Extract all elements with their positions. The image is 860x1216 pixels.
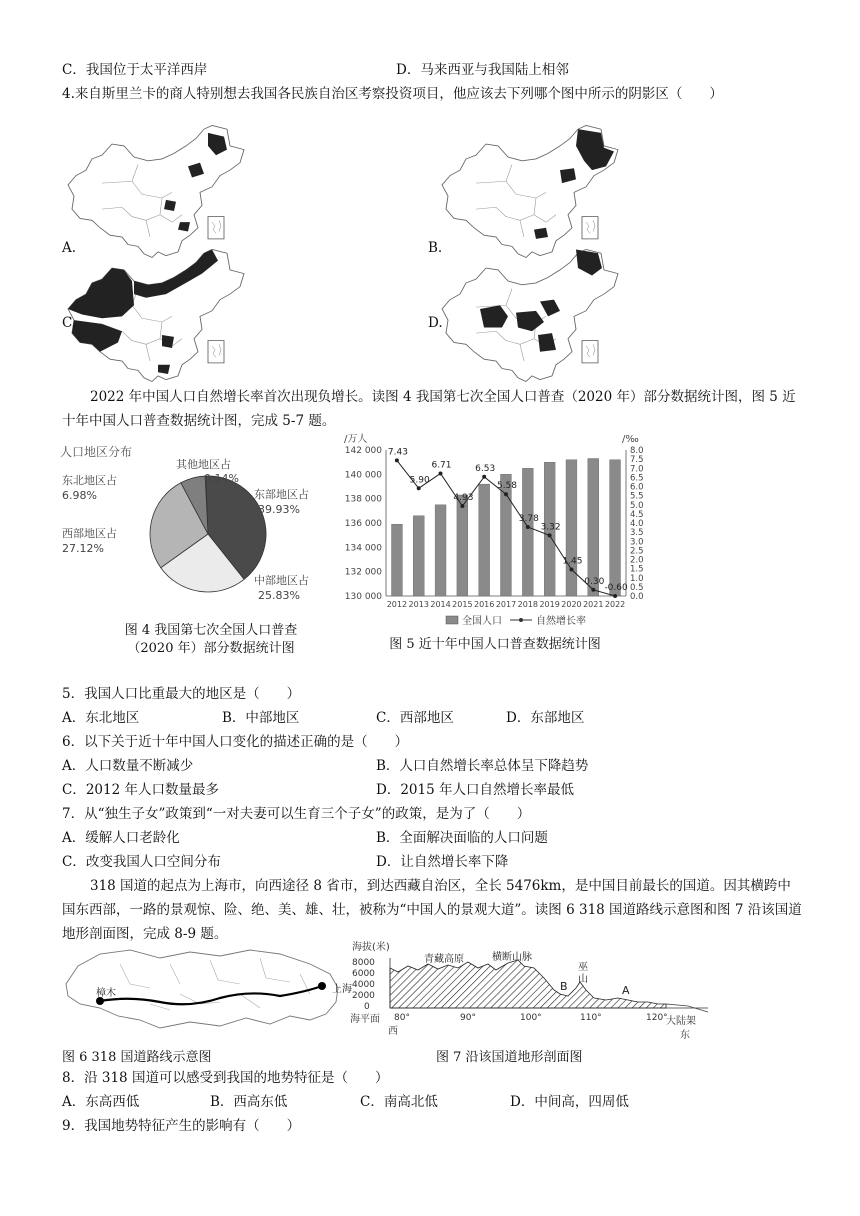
q9-stem: 9．我国地势特征产生的影响有（ ） [62,1118,301,1134]
x-tick-2021: 2021 [583,600,604,609]
bar-2018 [522,468,533,596]
q7-b: B．全面解决面临的人口问题 [376,830,548,846]
rate-point-2013 [417,486,421,490]
right-tick-label: 4.5 [630,509,644,520]
q8-b: B．西高东低 [210,1094,288,1110]
fig7-y-tick-0: 0 [364,1002,370,1012]
right-tick-label: 6.0 [630,482,644,493]
right-tick-label: 5.5 [630,491,644,502]
fig7-west: 西 [388,1026,398,1037]
rate-label-2022: -0.60 [604,583,628,593]
fig5-unit-left: /万人 [344,434,368,445]
bar-2021 [588,459,599,597]
map-a-label: A. [62,240,77,256]
label-northeast-name: 东北地区占 [62,474,117,487]
fig7-y-tick-4000: 4000 [352,980,375,990]
fig6-route-map [60,944,360,1040]
label-other-val: 0.14% [204,472,239,485]
rate-point-2018 [526,525,530,529]
q5-a: A．东北地区 [62,710,140,726]
rate-label-2014: 6.71 [431,460,452,471]
bar-2020 [566,460,577,596]
label-west-val: 27.12% [62,542,104,555]
right-tick-label: 0.5 [630,582,644,593]
label-central-name: 中部地区占 [254,574,309,587]
bar-2016 [479,484,490,596]
left-tick-label: 132 000 [344,567,382,578]
label-east-val: 39.93% [258,503,300,516]
fig7-caption: 图 7 沿该国道地形剖面图 [436,1050,583,1065]
bar-2013 [413,516,424,596]
right-tick-label: 4.0 [630,519,644,529]
q8-c: C．南高北低 [360,1094,438,1110]
q5-c: C．西部地区 [376,710,454,726]
rate-point-2020 [570,568,574,572]
fig7-x-100: 100° [520,1013,542,1023]
x-tick-2022: 2022 [604,600,626,609]
q6-stem: 6．以下关于近十年中国人口变化的描述正确的是（ ） [62,734,409,750]
x-tick-2018: 2018 [517,600,538,609]
q8-d: D．中间高，四周低 [510,1094,629,1110]
q6-d: D．2015 年人口自然增长率最低 [376,782,574,798]
left-tick-label: 138 000 [344,494,382,505]
fig7-wushan-1: 巫 [578,962,588,973]
left-tick-label: 130 000 [344,592,382,602]
fig7-x-90: 90° [460,1013,476,1023]
left-tick-label: 142 000 [344,446,382,456]
q4-stem: 4.来自斯里兰卡的商人特别想去我国各民族自治区考察投资项目，他应该去下列哪个图中所示的阴影区（ ） [62,86,723,102]
fig7-wushan-2: 山 [578,974,588,985]
x-tick-2019: 2019 [539,600,560,609]
x-tick-2017: 2017 [495,600,517,609]
left-tick-label: 140 000 [344,470,382,481]
fig6-start-label: 樟木 [96,988,116,999]
q3-option-c: C．我国位于太平洋西岸 [62,62,208,78]
fig4-pie-chart [58,438,338,618]
fig4-caption-2: （2020 年）部分数据统计图 [127,641,295,656]
fig5-bar-line-chart [338,430,658,630]
fig7-x-120: 120° [646,1013,668,1023]
x-tick-2015: 2015 [452,600,473,609]
bar-2022 [610,460,621,596]
fig7-x-110: 110° [580,1013,602,1023]
rate-label-2013: 5.90 [409,475,430,486]
map-a [68,125,244,257]
right-tick-label: 7.0 [630,464,644,475]
right-tick-label: 1.5 [630,564,644,575]
fig7-y-tick-6000: 6000 [352,969,375,979]
label-northeast-val: 6.98% [62,489,97,502]
left-tick-label: 134 000 [344,543,382,554]
rate-label-2015: 4.93 [453,493,474,503]
rate-label-2018: 3.78 [518,514,539,524]
x-tick-2020: 2020 [561,600,582,609]
fig4-title: 人口地区分布 [60,445,133,459]
right-tick-label: 8.0 [630,446,644,456]
fig7-qingzang: 青藏高原 [424,954,464,965]
fig7-label-b: B [560,980,568,993]
fig4-caption-1: 图 4 我国第七次全国人口普查 [124,623,298,638]
right-tick-label: 2.0 [630,555,644,566]
right-tick-label: 2.5 [630,546,644,557]
right-tick-label: 3.0 [630,537,644,548]
intro-5-7: 2022 年中国人口自然增长率首次出现负增长。读图 4 我国第七次全国人口普查（2020 年）部分数据统计图，图 5 近十年中国人口普查数据统计图，完成 5-7 题。 [62,389,796,429]
fig7-hengduan: 横断山脉 [492,952,532,963]
left-tick-label: 136 000 [344,519,382,529]
right-tick-label: 3.5 [630,528,644,539]
intro-8-9: 318 国道的起点为上海市，向西途径 8 省市，到达西藏自治区，全长 5476km，是中国目前最长的国道。因其横跨中国东西部，一路的景观惊、险、绝、美、雄、壮，被称为“中国人的景观大道”。读图 6 318 国道路线示意图和图 7 沿该国道地形剖面图，完成 8-9 题。 [62,878,802,942]
fig7-y-tick-2000: 2000 [352,991,375,1001]
q5-d: D．东部地区 [506,710,585,726]
right-tick-label: 0.0 [630,592,644,602]
fig7-x-80: 80° [394,1013,410,1023]
fig7-terrain-profile [348,938,714,1042]
rate-point-2012 [395,458,399,462]
bar-2015 [457,495,468,596]
x-tick-2014: 2014 [430,600,451,609]
rate-label-2020: 1.45 [562,556,583,567]
fig7-y-title: 海拔(米) [352,942,390,953]
x-tick-2016: 2016 [474,600,495,609]
fig5-legend [446,614,586,627]
label-west-name: 西部地区占 [62,527,117,540]
right-tick-label: 6.5 [630,473,644,484]
rate-point-2017 [504,492,508,496]
rate-point-2022 [613,594,617,598]
legend-rate: 自然增长率 [536,616,586,627]
rate-label-2019: 3.32 [540,522,561,533]
q6-b: B．人口自然增长率总体呈下降趋势 [376,758,589,774]
map-b-label: B. [428,240,443,256]
label-other-name: 其他地区占 [176,458,231,471]
map-d [442,249,618,381]
legend-pop: 全国人口 [462,616,502,627]
fig6-caption: 图 6 318 国道路线示意图 [62,1050,212,1065]
rate-point-2015 [460,504,464,508]
q7-d: D．让自然增长率下降 [376,854,509,870]
rate-label-2012: 7.43 [387,447,408,458]
route-end-dot [318,982,326,990]
x-tick-2012: 2012 [386,600,408,609]
rate-point-2016 [482,475,486,479]
map-d-label: D. [428,315,443,331]
fig7-sea-level: 海平面 [350,1014,380,1025]
q5-b: B．中部地区 [222,710,300,726]
label-east-name: 东部地区占 [254,488,309,501]
fig7-label-a: A [622,984,630,997]
q7-stem: 7．从“独生子女”政策到“一对夫妻可以生育三个子女”的政策，是为了（ ） [62,806,531,822]
q6-c: C．2012 年人口数量最多 [62,782,219,798]
fig5-unit-right: /‰ [622,434,639,445]
rate-label-2016: 6.53 [475,463,496,474]
fig6-end-label: 上海 [332,984,352,995]
bar-2014 [435,505,446,596]
fig7-y-tick-8000: 8000 [352,958,375,968]
rate-point-2021 [591,588,595,592]
right-tick-label: 7.5 [630,455,644,466]
x-tick-2013: 2013 [408,600,429,609]
q7-c: C．改变我国人口空间分布 [62,854,221,870]
bar-2012 [392,524,403,596]
rate-label-2017: 5.58 [496,481,518,492]
right-tick-label: 1.0 [630,573,644,584]
fig5-caption: 图 5 近十年中国人口普查数据统计图 [389,637,601,652]
pie-slices [150,476,266,592]
q5-stem: 5．我国人口比重最大的地区是（ ） [62,686,301,702]
q3-option-d: D．马来西亚与我国陆上相邻 [396,62,569,78]
rate-label-2021: 0.30 [584,576,605,587]
rate-point-2019 [548,533,552,537]
map-c-label: C. [62,315,77,331]
fig7-east: 东 [680,1030,690,1041]
fig7-shelf: 大陆架 [666,1016,696,1027]
q8-stem: 8．沿 318 国道可以感受到我国的地势特征是（ ） [62,1070,389,1086]
map-b [442,125,618,257]
q7-a: A．缓解人口老龄化 [62,830,180,846]
label-central-val: 25.83% [258,589,300,602]
q8-a: A．东高西低 [62,1094,140,1110]
right-tick-label: 5.0 [630,500,644,511]
rate-point-2014 [439,472,443,476]
map-c [68,249,244,381]
q6-a: A．人口数量不断减少 [62,758,194,774]
